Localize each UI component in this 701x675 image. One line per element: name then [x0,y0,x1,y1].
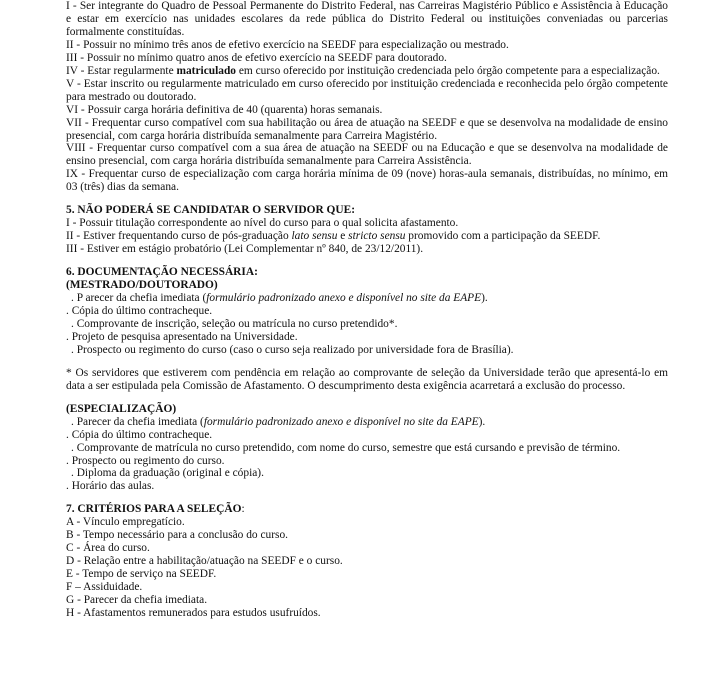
spec-doc-4: . Prospecto ou regimento do curso. [66,454,225,467]
section-5-heading: 5. NÃO PODERÁ SE CANDIDATAR O SERVIDOR QUE: [66,204,356,217]
section-5-item-ii [66,230,668,243]
requirement-iv-bold: matriculado [176,64,236,77]
criterion-a: A - Vínculo empregatício. [66,516,185,529]
masters-subheading: (MESTRADO/DOUTORADO) [66,279,218,292]
section-5-item-i: I - Possuir titulação correspondente ao nível do curso para o qual solicita afastamento. [66,217,459,230]
requirement-v: V - Estar inscrito ou regularmente matriculado em curso oferecido por instituição credenciada e reconhecida pelo órgão competente para mestrado ou doutorado. [66,77,668,103]
criterion-f: F – Assiduidade. [66,581,143,594]
requirement-ii: II - Possuir no mínimo três anos de efetivo exercício na SEEDF para especialização ou mestrado. [66,38,509,51]
requirement-vii: VII - Frequentar curso compatível com sua habilitação ou área de atuação na SEEDF e que se desenvolva na modalidade de ensino presencial, com carga horária distribuída semanalmente para Carreira Magistério. [66,116,668,142]
stricto-sensu-text: stricto sensu [348,230,406,243]
criterion-c: C - Área do curso. [66,542,150,555]
section-7-heading [66,503,668,516]
spec-doc-5: . Diploma da graduação (original e cópia). [71,467,264,480]
section-5-item-iii: III - Estiver em estágio probatório (Lei Complementar nº 840, de 23/12/2011). [66,243,424,256]
criterion-e: E - Tempo de serviço na SEEDF. [66,568,217,581]
section-5-item-ii-before: II - Estiver frequentando curso de pós-graduação [66,230,292,243]
masters-doc-1-italic: formulário padronizado anexo e disponível no site da EAPE [206,292,482,305]
spec-doc-1-before: . Parecer da chefia imediata ( [71,415,204,428]
section-6-heading: 6. DOCUMENTAÇÃO NECESSÁRIA: [66,266,258,279]
requirement-iii: III - Possuir no mínimo quatro anos de efetivo exercício na SEEDF para doutorado. [66,51,447,64]
specialization-subheading: (ESPECIALIZAÇÃO) [66,402,177,415]
section-5-item-ii-after: promovido com a participação da SEEDF. [405,230,601,243]
spec-doc-1-italic: formulário padronizado anexo e disponível no site da EAPE [203,415,479,428]
criterion-d: D - Relação entre a habilitação/atuação na SEEDF e o curso. [66,555,343,568]
section-7-heading-text: 7. CRITÉRIOS PARA A SELEÇÃO [66,503,242,516]
masters-doc-2: . Cópia do último contracheque. [66,304,213,317]
requirement-iv-after: em curso oferecido por instituição credenciada pelo órgão competente para a especialização. [235,64,660,77]
masters-doc-5: . Prospecto ou regimento do curso (caso o curso seja realizado por universidade fora de Brasília). [71,343,514,356]
masters-doc-1 [66,292,668,305]
masters-doc-1-before: . P arecer da chefia imediata ( [71,292,207,305]
document-page [66,0,668,620]
requirement-iv [66,65,668,78]
spec-doc-1-after: ). [478,415,486,428]
spec-doc-3: . Comprovante de matrícula no curso pretendido, com nome do curso, semestre que está cursando e previsão de término. [71,441,621,454]
section-7-heading-colon: : [241,503,245,516]
requirement-i: I - Ser integrante do Quadro de Pessoal Permanente do Distrito Federal, nas Carreiras Magistério Público e Assistência à Educação e estar em exercício nas unidades escolares da rede pública do Distrito Federal ou instituições conveniadas ou parcerias formalmente constituídas. [66,0,668,38]
masters-doc-1-after: ). [481,292,488,305]
spec-doc-1 [66,416,668,429]
masters-doc-4: . Projeto de pesquisa apresentado na Universidade. [66,330,298,343]
section-5-item-ii-mid: e [337,230,349,243]
criterion-h: H - Afastamentos remunerados para estudos usufruídos. [66,606,321,619]
criterion-g: G - Parecer da chefia imediata. [66,594,208,607]
masters-doc-3: . Comprovante de inscrição, seleção ou matrícula no curso pretendido*. [71,317,398,330]
spec-doc-6: . Horário das aulas. [66,480,155,493]
lato-sensu-text: lato sensu [291,230,338,243]
requirement-iv-before: IV - Estar regularmente [66,64,177,77]
selection-note: * Os servidores que estiverem com pendência em relação ao comprovante de seleção da Universidade terão que apresentá-lo em data a ser estipulada pela Comissão de Afastamento. O descumprimento desta exigência acarretará a exclusão do processo. [66,366,668,392]
requirement-ix: IX - Frequentar curso de especialização com carga horária mínima de 09 (nove) horas-aula semanais, distribuídas, no mínimo, em 03 (três) dias da semana. [66,168,668,194]
spec-doc-2: . Cópia do último contracheque. [66,428,213,441]
criterion-b: B - Tempo necessário para a conclusão do curso. [66,529,288,542]
requirement-viii: VIII - Frequentar curso compatível com a sua área de atuação na SEEDF ou na Educação e que se desenvolva na modalidade de ensino presencial, com carga horária distribuída semanalmente para Carreira Assistência. [66,142,668,168]
requirement-vi: VI - Possuir carga horária definitiva de 40 (quarenta) horas semanais. [66,103,383,116]
